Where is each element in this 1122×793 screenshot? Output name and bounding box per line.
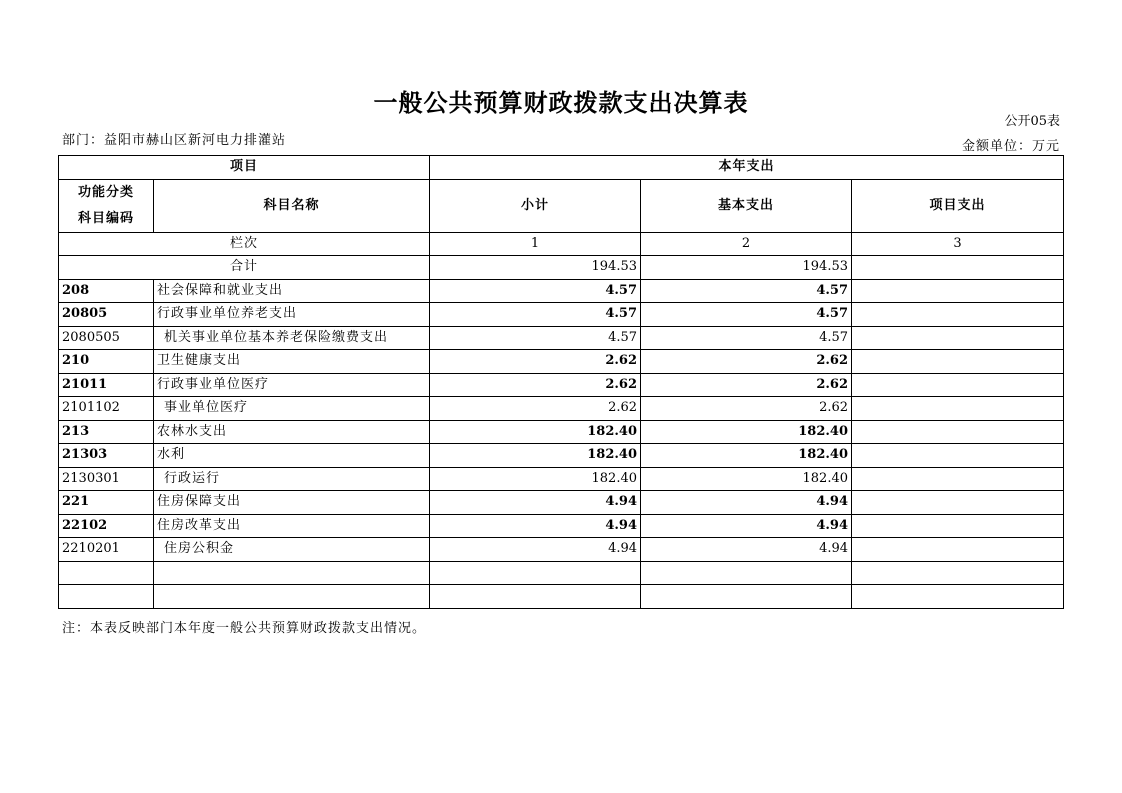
row-subject-name: 机关事业单位基本养老保险缴费支出 [154,326,430,350]
table-row [59,444,1064,468]
header-item: 项目 [59,156,430,180]
total-basic: 194.53 [641,256,852,280]
row-project [852,373,1064,397]
total-row [59,256,1064,280]
row-code: 21303 [59,444,154,468]
row-subject-name [154,585,430,609]
row-project [852,420,1064,444]
row-subtotal: 2.62 [430,350,641,374]
row-subtotal: 4.57 [430,326,641,350]
unit-label: 金额单位：万元 [961,139,1060,154]
row-project [852,491,1064,515]
row-project [852,538,1064,562]
row-code: 208 [59,279,154,303]
row-code: 221 [59,491,154,515]
row-basic: 182.40 [641,444,852,468]
form-code: 公开05表 [1004,114,1060,129]
row-subject-name: 卫生健康支出 [154,350,430,374]
row-code: 2130301 [59,467,154,491]
header-row-1 [59,156,1064,180]
row-code [59,585,154,609]
expenditure-table [58,155,1064,609]
row-subtotal: 4.94 [430,491,641,515]
row-project [852,397,1064,421]
row-code: 213 [59,420,154,444]
row-basic: 2.62 [641,350,852,374]
row-basic [641,561,852,585]
row-code: 20805 [59,303,154,327]
row-subtotal: 4.94 [430,538,641,562]
row-code: 210 [59,350,154,374]
header-func-code-line1: 功能分类 [77,184,134,200]
row-basic: 4.94 [641,491,852,515]
row-basic: 4.57 [641,326,852,350]
row-project [852,279,1064,303]
row-basic: 4.94 [641,538,852,562]
row-subject-name: 农林水支出 [154,420,430,444]
table-row [59,420,1064,444]
column-index-3: 3 [852,232,1064,256]
table-row [59,279,1064,303]
row-subject-name: 住房公积金 [154,538,430,562]
row-subtotal: 182.40 [430,467,641,491]
row-subtotal: 4.94 [430,514,641,538]
total-label: 合计 [59,256,430,280]
row-subtotal [430,585,641,609]
table-row [59,538,1064,562]
row-subject-name: 事业单位医疗 [154,397,430,421]
header-func-code-line2: 科目编码 [77,210,134,226]
row-subject-name [154,561,430,585]
column-index-2: 2 [641,232,852,256]
table-row [59,326,1064,350]
row-project [852,467,1064,491]
column-index-row [59,232,1064,256]
header-project: 项目支出 [852,179,1064,232]
column-index-1: 1 [430,232,641,256]
row-subtotal: 4.57 [430,279,641,303]
header-current-year: 本年支出 [430,156,1064,180]
row-basic: 4.94 [641,514,852,538]
table-row [59,514,1064,538]
row-subject-name: 住房保障支出 [154,491,430,515]
row-project [852,326,1064,350]
row-project [852,514,1064,538]
row-code: 2101102 [59,397,154,421]
row-basic: 2.62 [641,397,852,421]
row-subtotal [430,561,641,585]
table-row [59,373,1064,397]
table-row [59,585,1064,609]
page-title: 一般公共预算财政拨款支出决算表 [373,88,749,117]
row-project [852,303,1064,327]
row-basic: 2.62 [641,373,852,397]
table-row [59,467,1064,491]
row-subject-name: 行政事业单位医疗 [154,373,430,397]
row-project [852,350,1064,374]
row-project [852,561,1064,585]
header-subject-name: 科目名称 [154,179,430,232]
table-row [59,303,1064,327]
row-subtotal: 182.40 [430,420,641,444]
department-label: 部门：益阳市赫山区新河电力排灌站 [62,133,287,148]
row-subtotal: 182.40 [430,444,641,468]
row-basic: 4.57 [641,279,852,303]
row-project [852,585,1064,609]
row-code: 2080505 [59,326,154,350]
total-project [852,256,1064,280]
header-subtotal: 小计 [430,179,641,232]
row-code [59,561,154,585]
row-subject-name: 社会保障和就业支出 [154,279,430,303]
header-row-2 [59,179,1064,232]
row-basic: 4.57 [641,303,852,327]
row-subject-name: 水利 [154,444,430,468]
row-basic: 182.40 [641,420,852,444]
row-code: 22102 [59,514,154,538]
table-row [59,350,1064,374]
header-basic: 基本支出 [641,179,852,232]
header-func-code [59,179,154,232]
row-basic: 182.40 [641,467,852,491]
footnote: 注：本表反映部门本年度一般公共预算财政拨款支出情况。 [62,621,427,636]
row-subtotal: 2.62 [430,397,641,421]
row-basic [641,585,852,609]
row-subtotal: 4.57 [430,303,641,327]
row-project [852,444,1064,468]
row-subject-name: 行政事业单位养老支出 [154,303,430,327]
table-row [59,397,1064,421]
table-row [59,561,1064,585]
table-row [59,491,1064,515]
row-subject-name: 住房改革支出 [154,514,430,538]
row-code: 2210201 [59,538,154,562]
row-subject-name: 行政运行 [154,467,430,491]
row-subtotal: 2.62 [430,373,641,397]
row-code: 21011 [59,373,154,397]
column-index-label: 栏次 [59,232,430,256]
total-subtotal: 194.53 [430,256,641,280]
